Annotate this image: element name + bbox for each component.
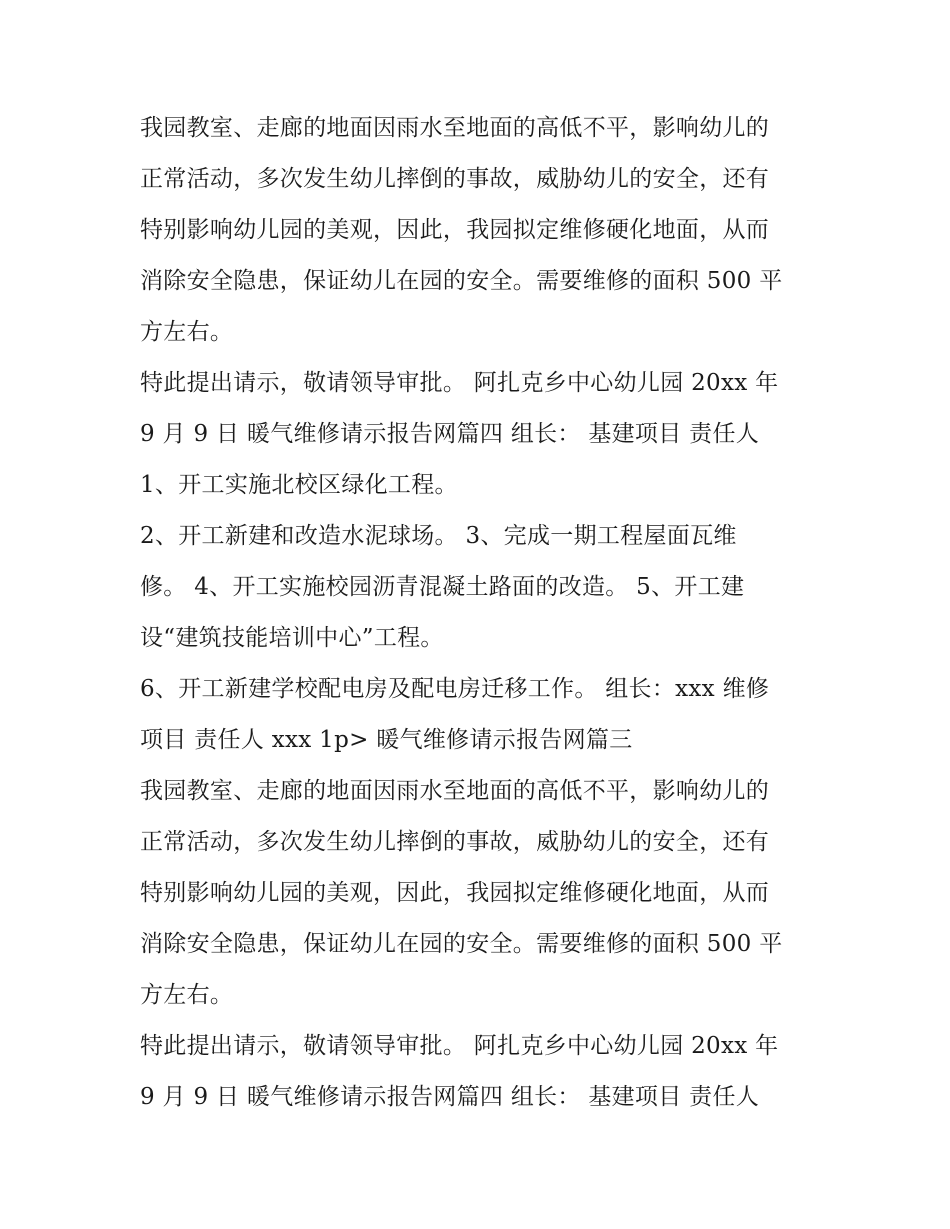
text-line: 1、开工实施北校区绿化工程。 [140, 472, 458, 498]
text-line: 我园教室、走廊的地面因雨水至地面的高低不平，影响幼儿的 [140, 778, 770, 804]
text-line: 正常活动，多次发生幼儿摔倒的事故，威胁幼儿的安全，还有 [140, 166, 770, 192]
text-line: 9 月 9 日 暖气维修请示报告网篇四 组长： 基建项目 责任人 [140, 421, 760, 447]
text-line: 特别影响幼儿园的美观，因此，我园拟定维修硬化地面，从而 [140, 217, 770, 243]
text-line: 特别影响幼儿园的美观，因此，我园拟定维修硬化地面，从而 [140, 880, 770, 906]
text-line: 方左右。 [140, 319, 234, 345]
text-line: 6、开工新建学校配电房及配电房迁移工作。 组长：xxx 维修 [140, 676, 770, 702]
text-line: 特此提出请示，敬请领导审批。 阿扎克乡中心幼儿园 20xx 年 [140, 370, 779, 396]
text-line: 消除安全隐患，保证幼儿在园的安全。需要维修的面积 500 平 [140, 931, 783, 957]
text-line: 9 月 9 日 暖气维修请示报告网篇四 组长： 基建项目 责任人 [140, 1084, 760, 1110]
text-line: 特此提出请示，敬请领导审批。 阿扎克乡中心幼儿园 20xx 年 [140, 1033, 779, 1059]
text-line: 正常活动，多次发生幼儿摔倒的事故，威胁幼儿的安全，还有 [140, 829, 770, 855]
document-page [140, 103, 820, 1123]
text-line: 修。 4、开工实施校园沥青混凝土路面的改造。 5、开工建 [140, 574, 745, 600]
text-line: 设“建筑技能培训中心”工程。 [140, 625, 444, 651]
text-line: 方左右。 [140, 982, 234, 1008]
text-line: 2、开工新建和改造水泥球场。 3、完成一期工程屋面瓦维 [140, 523, 737, 549]
text-line: 消除安全隐患，保证幼儿在园的安全。需要维修的面积 500 平 [140, 268, 783, 294]
text-line: 我园教室、走廊的地面因雨水至地面的高低不平，影响幼儿的 [140, 115, 770, 141]
text-line: 项目 责任人 xxx 1p> 暖气维修请示报告网篇三 [140, 727, 633, 753]
